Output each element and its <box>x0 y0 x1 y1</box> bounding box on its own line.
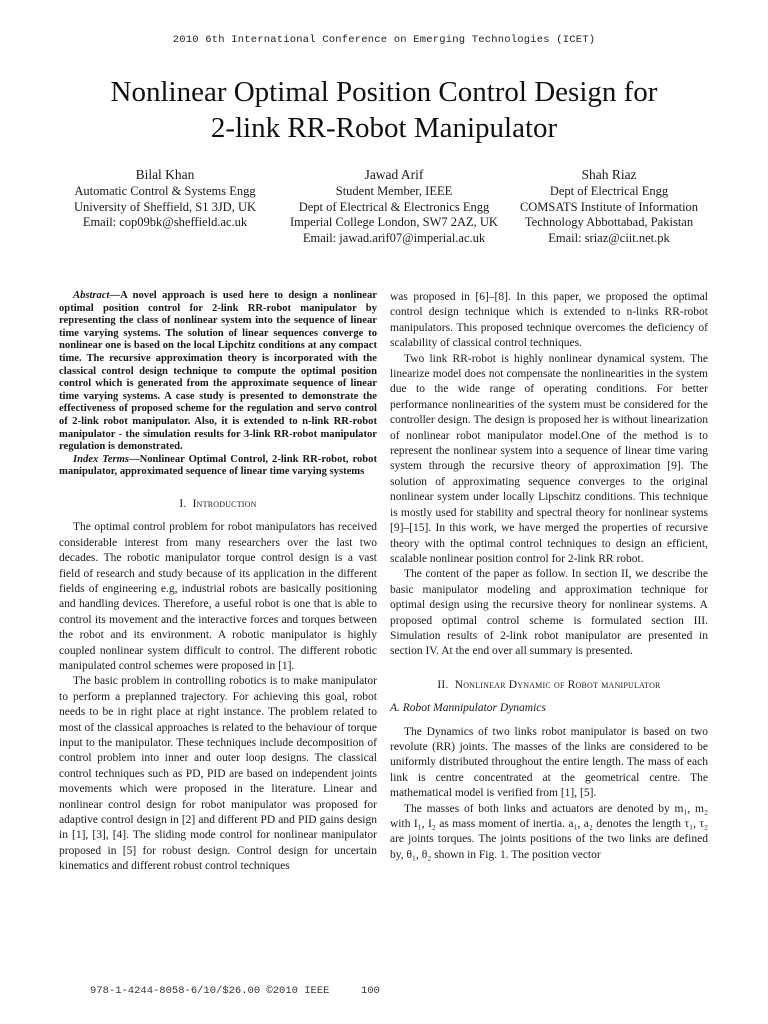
paragraph: The basic problem in controlling robotics is to make manipulator to perform a preplanned trajectory. For achieving this goal, robot needs to be in right place at right instance. The problem related to most of the classical approaches is related to the behaviour of torque input to the manipulator. These techniques include decomposition of control problem into inner and outer loop designs. The classical control techniques such as PD, PID are based on independent joints movements which were proposed in the literature. Linear and nonlinear control design for robot manipulator was proposed for adaptive control design in [2] and different PD and PID gains design in [1], [3], [4]. The sliding mode control for nonlinear manipulator proposed in [5] for robust design. Control design for uncertain kinematics and different robust control techniques <box>59 675 377 873</box>
left-column <box>59 290 377 875</box>
abstract-text <box>59 290 377 454</box>
abstract-body: —A novel approach is used here to design a nonlinear optimal position control for 2-link RR-robot manipulator by representing the class of nonlinear system into the sequence of linear time varying systems. The solution of linear sequences converge to nonlinear one is based on the local Lipchitz conditions at any compact time. The recursive approximation theory is incorporated with the classical control design technique to compute the optimal position control which is generated from the approximate sequence of linear time varying systems. A case study is presented to demonstrate the effectiveness of proposed scheme for the regulation and servo control of 2-link robot manipulator. Also, it is extended to n-link RR-robot manipulator - the simulation results for 3-link RR-robot manipulator regulation is demonstrated. <box>59 290 377 453</box>
author-affiliation: University of Sheffield, S1 3JD, UK <box>73 199 257 214</box>
author-name: Jawad Arif <box>364 167 424 182</box>
paragraph: was proposed in [6]–[8]. In this paper, we proposed the optimal control design technique which is extended to n-links RR-robot manipulators. This proposed technique overcomes the deficiency of scalability of classical control techniques. <box>390 291 708 350</box>
index-terms-lead: Index Terms <box>73 453 129 465</box>
paragraph: The Dynamics of two links robot manipulator is based on two revolute (RR) joints. The masses of the links are considered to be uniformly distributed throughout the entire length. The mass of each link is centre concentrated at the geometrical centre. The mathematical model is verified from [1], [5]. <box>390 725 708 800</box>
section-heading-nonlinear-dynamic <box>390 678 708 693</box>
paper-title <box>40 74 728 146</box>
paragraph: The optimal control problem for robot manipulators has received considerable interest from many researchers over the last two decades. The robotic manipulator torque control design is a vast field of research and study because of its application in the different fields of engineering e.g, industrial robots are basically positioning and handling devices. Therefore, a useful robot is one that is able to control its movement and the interactive forces and torques between the robot and its environment. A robotic manipulator is highly coupled nonlinear system difficult to control. The different robotic manipulated control schemes were proposed in [1]. <box>59 521 377 672</box>
author-name: Bilal Khan <box>135 167 195 182</box>
section-number: II. <box>437 678 449 691</box>
author-2 <box>276 166 512 246</box>
title-line-1: Nonlinear Optimal Position Control Design for <box>110 76 658 108</box>
author-affiliation: COMSATS Institute of Information <box>519 199 699 214</box>
author-affiliation: Imperial College London, SW7 2AZ, UK <box>290 215 498 229</box>
subsection-heading: A. Robot Mannipulator Dynamics <box>390 702 546 715</box>
section-title: Introduction <box>192 497 257 510</box>
footer-copyright: 978-1-4244-8058-6/10/$26.00 ©2010 IEEE 100 <box>90 985 380 997</box>
author-3 <box>498 166 720 246</box>
index-terms-body: —Nonlinear Optimal Control, 2-link RR-robot, robot manipulator, approximated sequence of linear time varying systems <box>59 453 377 478</box>
author-affiliation: Student Member, IEEE <box>335 184 453 198</box>
author-1 <box>60 166 270 231</box>
section-heading-introduction <box>59 497 377 512</box>
author-affiliation: Dept of Electrical & Electronics Engg <box>298 199 490 214</box>
author-email: Email: sriaz@ciit.net.pk <box>548 230 670 245</box>
paragraph: Two link RR-robot is highly nonlinear dynamical system. The linearize model does not compensate the nonlinearities in the system due to the wide range of operating conditions. For better performance nonlinearities of the system must be considered for the controller design. The design is proposed her is without linearization of nonlinear robot manipulator model.One of the method is to represent the nonlinear system into a sequence of linear time varing system through the recursive theory of approximation [9]. The solution of approximating sequence converges to the original nonlinear system under locally Lipschitz conditions. This technique is mostly used for stability and spectral theory for nonlinear systems [9]–[15]. In this work, we have merged the properties of recursive theory with the optimal control techniques to design an efficient, scalable nonlinear position control for 2-link RR robot. <box>390 352 708 565</box>
section-title: Nonlinear Dynamic of Robot manipulator <box>454 678 661 691</box>
title-line-2: 2-link RR-Robot Manipulator <box>210 112 558 144</box>
author-email: Email: jawad.arif07@imperial.ac.uk <box>302 230 486 245</box>
paragraph: The content of the paper as follow. In section II, we describe the basic manipulator modeling and approximation technique for optimal design using the recursive theory for nonlinear systems. A proposed optimal control scheme is formulated section III. Simulation results of 2-link robot manipulator are presented in section IV. At the end over all summary is presented. <box>390 568 708 658</box>
author-affiliation: Dept of Electrical Engg <box>549 184 669 198</box>
author-email: Email: cop09bk@sheffield.ac.uk <box>82 215 248 229</box>
abstract-lead: Abstract <box>73 290 110 301</box>
index-terms <box>59 454 377 479</box>
author-affiliation: Automatic Control & Systems Engg <box>74 184 256 198</box>
right-column <box>390 290 708 863</box>
abstract <box>59 290 377 479</box>
author-affiliation: Technology Abbottabad, Pakistan <box>524 215 694 229</box>
paragraph: The masses of both links and actuators are denoted by m₁, m₂ with I₁, I₂ as mass moment of inertia. a₁, a₂ denotes the length τ₁, τ₂ are joints torques. The joints positions of the two links are defined by, θ₁, θ₂ shown in Fig. 1. The position vector <box>390 802 708 861</box>
conference-header: 2010 6th International Conference on Emerging Technologies (ICET) <box>172 34 596 46</box>
author-name: Shah Riaz <box>581 167 637 182</box>
author-block <box>60 166 720 250</box>
section-number: I. <box>179 497 187 510</box>
